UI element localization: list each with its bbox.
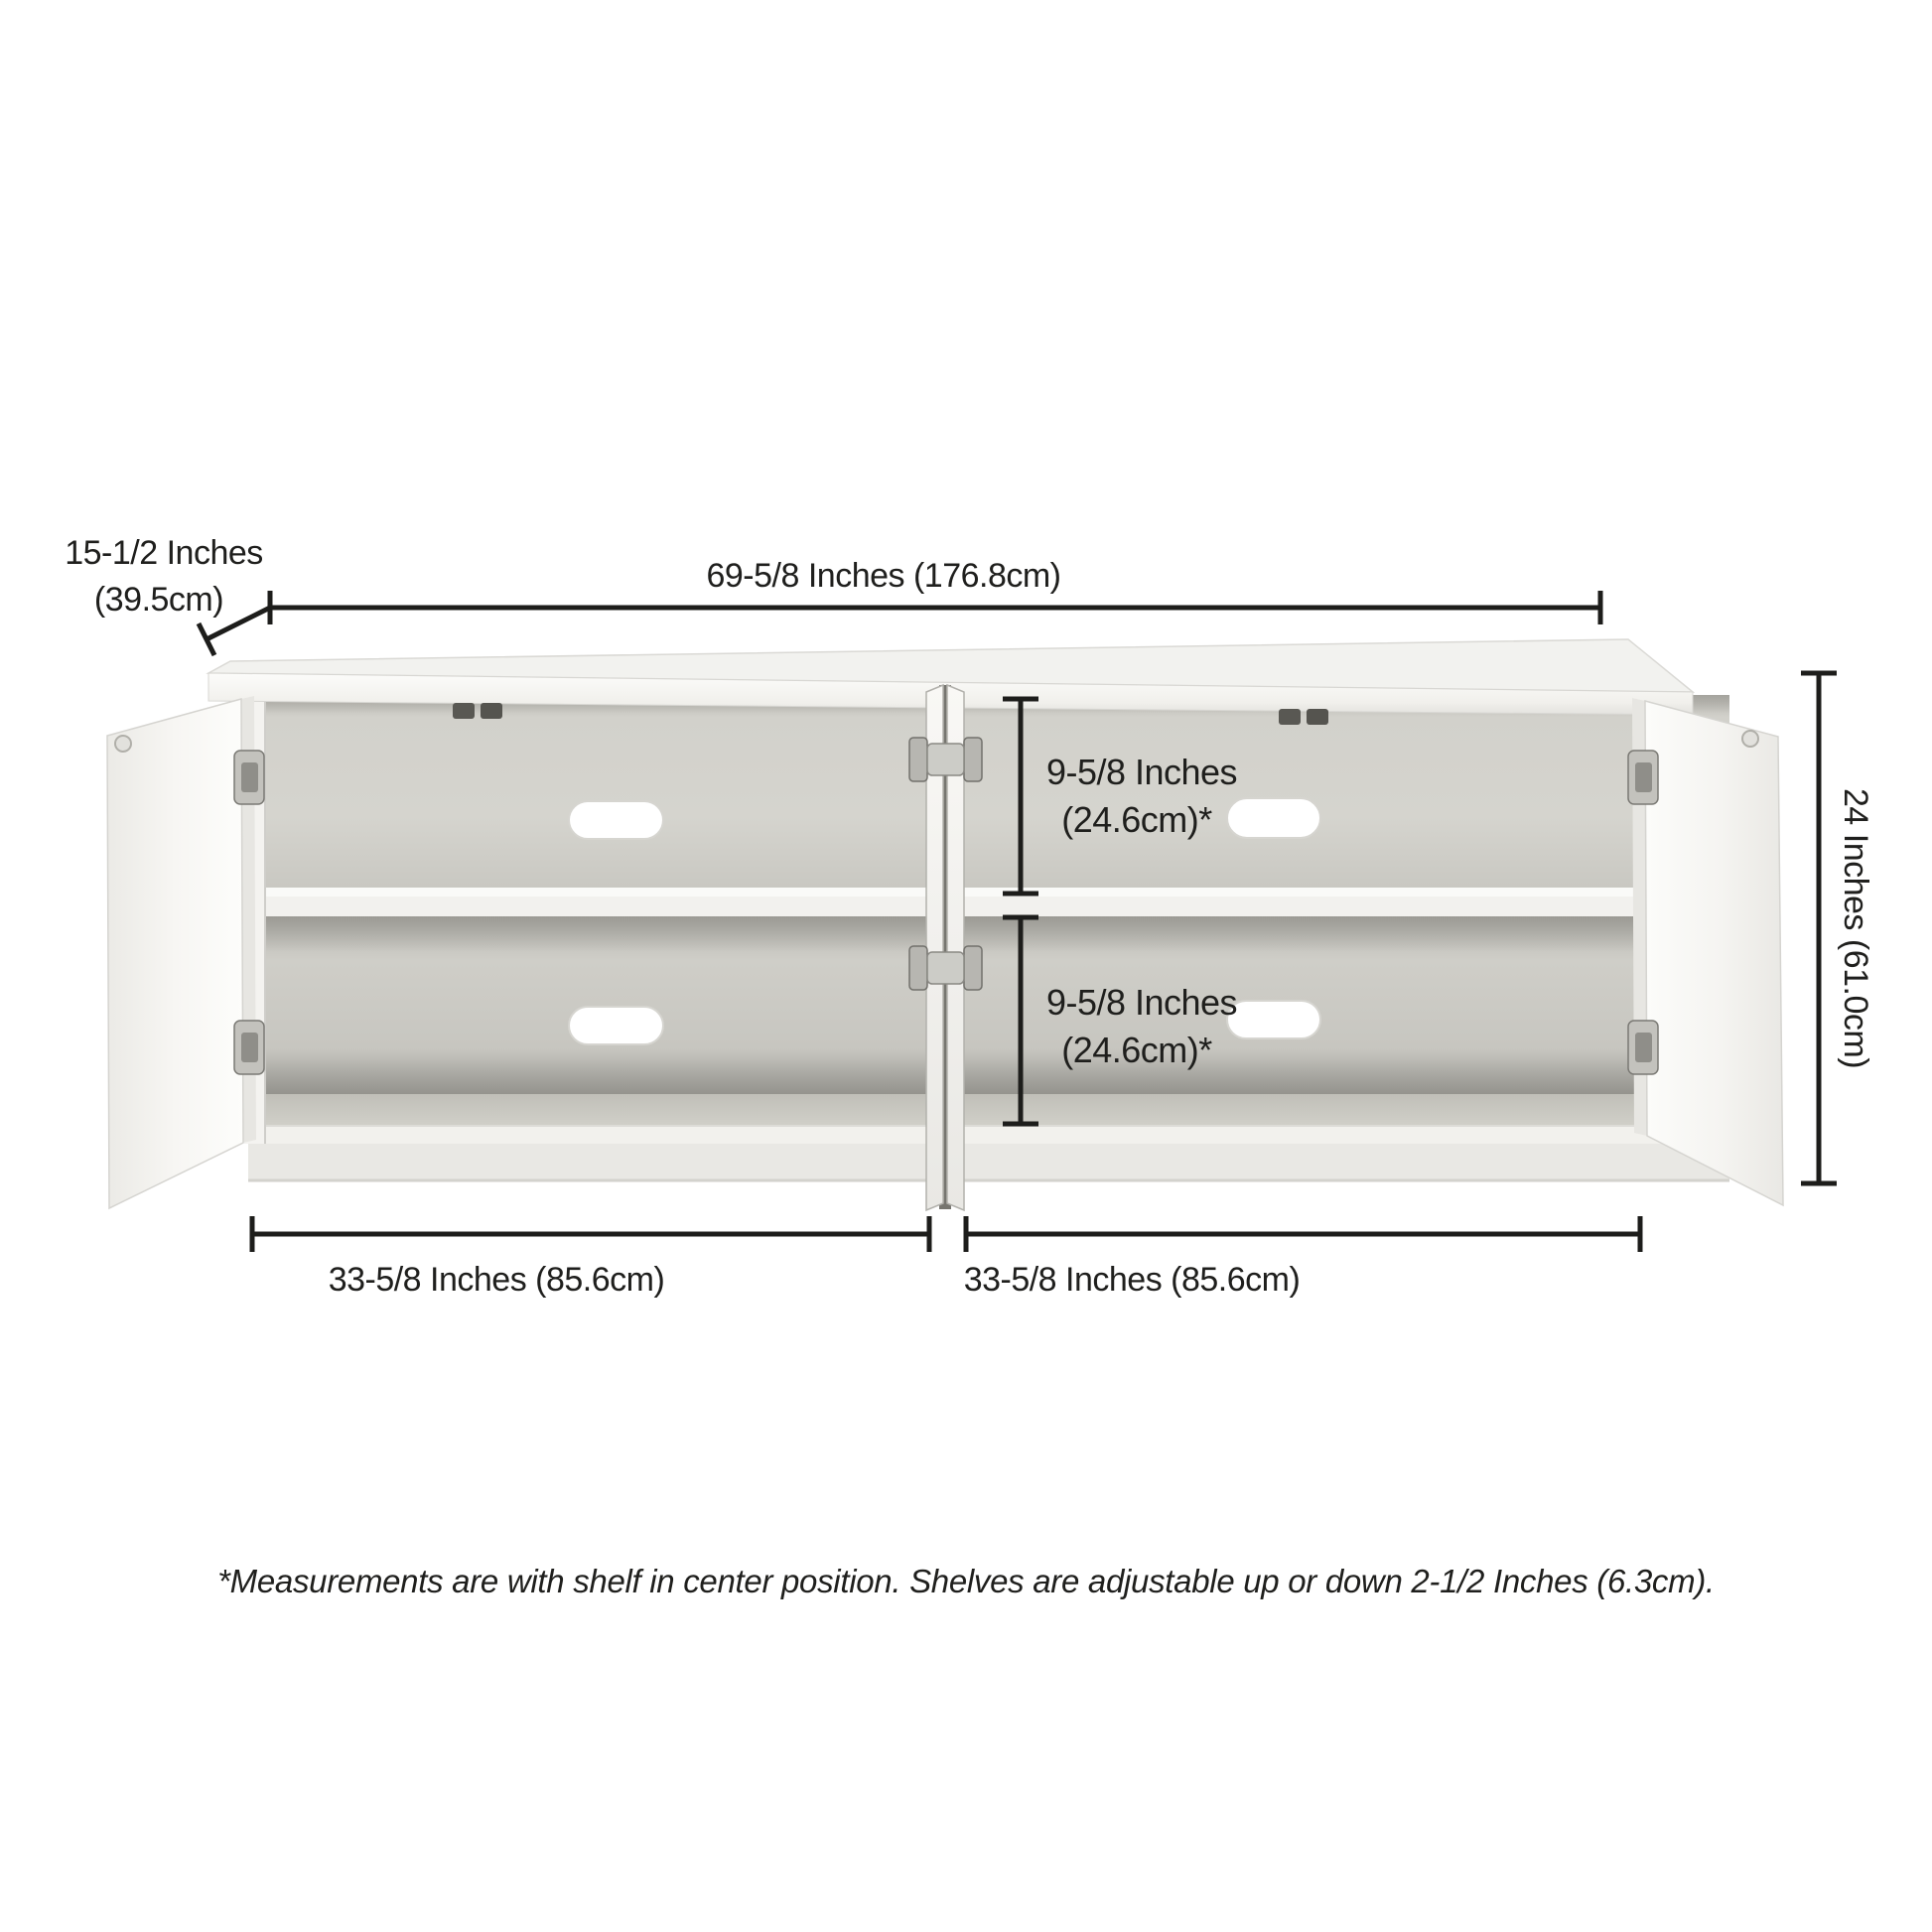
cable-hole-left-lower [569,1007,663,1044]
label-lower-opening-line2: (24.6cm)* [1061,1030,1212,1070]
shelf [246,888,1729,952]
label-left-section: 33-5/8 Inches (85.6cm) [328,1261,665,1299]
floor-front-edge [246,1125,1729,1144]
cabinet [107,639,1783,1210]
center-hinge-upper [909,738,982,781]
label-depth-line1: 15-1/2 Inches [65,534,263,572]
label-height: 24 Inches (61.0cm) [1837,787,1874,1069]
hinge-icon [964,738,982,781]
label-upper-opening-line1: 9-5/8 Inches [1045,752,1238,792]
hinge-icon [927,744,964,775]
label-depth-line2: (39.5cm) [93,581,224,619]
hinge-icon [1635,762,1652,792]
cable-hole-right-lower [1227,1001,1320,1038]
hinge-clip-icon [1279,709,1301,725]
shelf-under-shadow [246,916,1729,952]
left-door [107,696,264,1208]
label-width: 69-5/8 Inches (176.8cm) [706,557,1061,595]
label-upper-opening-line2: (24.6cm)* [1061,799,1212,840]
base [248,1144,1729,1181]
shelf-front-edge [246,897,1729,916]
hinge-clip-icon [1307,709,1328,725]
label-lower-opening-line1: 9-5/8 Inches [1045,982,1238,1023]
left-door-face [107,699,243,1208]
right-door-face [1645,701,1783,1205]
hinge-icon [909,946,927,990]
interior-back-upper [246,695,1729,916]
hinge-icon [241,762,258,792]
label-right-section: 33-5/8 Inches (85.6cm) [963,1261,1301,1299]
cable-hole-left-upper [569,801,663,839]
door-cam-cap-icon [1742,731,1758,747]
hinge-icon [1635,1033,1652,1062]
cable-hole-right-upper [1227,798,1320,838]
hinge-icon [909,738,927,781]
right-door [1628,698,1783,1205]
hinge-icon [241,1033,258,1062]
left-door-hinge-lower [234,1021,264,1074]
right-door-hinge-lower [1628,1021,1658,1074]
interior-floor [246,1094,1729,1125]
hinge-icon [927,952,964,984]
shelf-top-highlight [246,888,1729,897]
door-cam-cap-icon [115,736,131,752]
interior-floor-shadow [246,1048,1729,1094]
hinge-clip-icon [481,703,502,719]
right-door-hinge-upper [1628,751,1658,804]
left-door-hinge-upper [234,751,264,804]
footnote: *Measurements are with shelf in center position. Shelves are adjustable up or down 2-1/2 Inches (6.3cm). [217,1563,1715,1599]
hinge-icon [964,946,982,990]
hinge-clip-icon [453,703,475,719]
toe-kick [248,1144,1729,1181]
center-hinge-lower [909,946,982,990]
